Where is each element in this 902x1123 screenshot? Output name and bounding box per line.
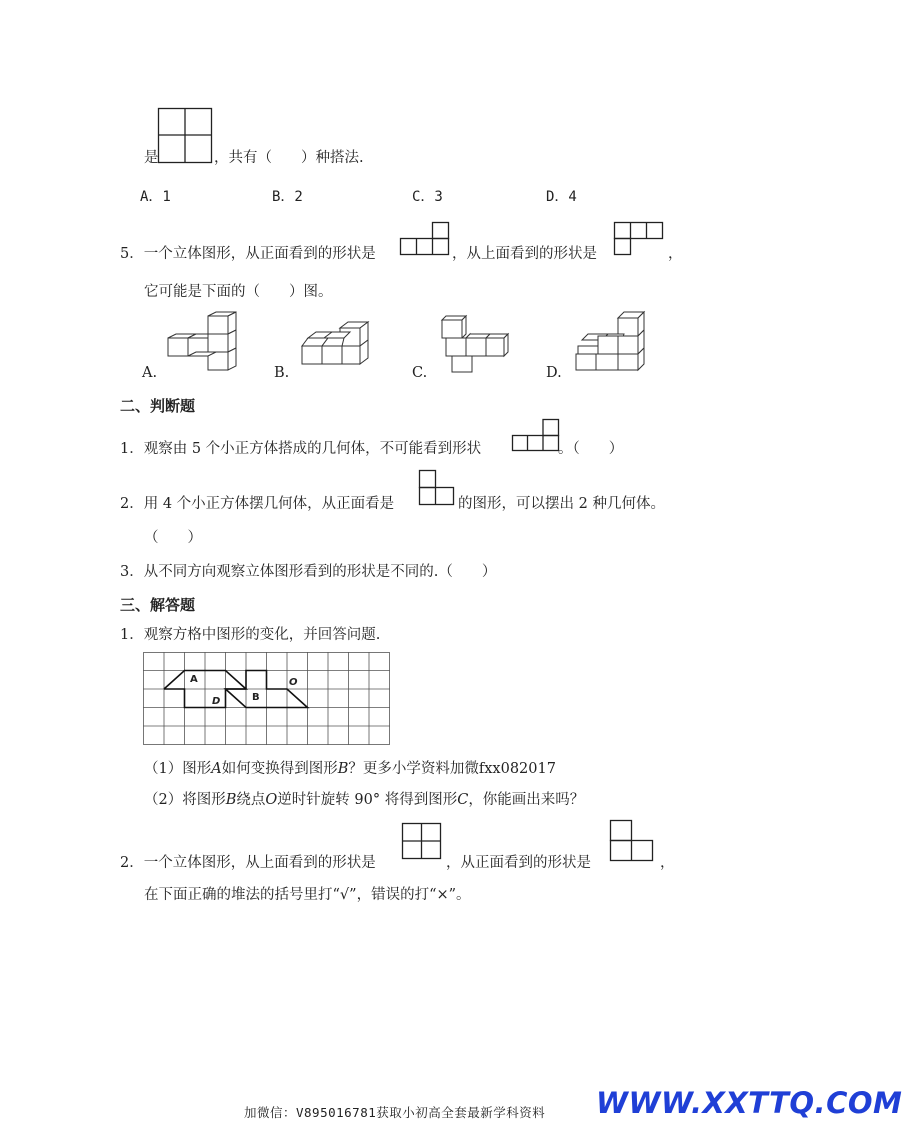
s3-sub1-var1: A bbox=[211, 761, 222, 777]
s3-sub1 bbox=[144, 760, 556, 778]
footer-brand-logo: WWW.XXTTQ.COM bbox=[596, 1086, 902, 1120]
cube-figure-b bbox=[298, 322, 376, 374]
s3-sub2-a: （2）将图形 bbox=[144, 792, 226, 808]
s2-q1-b: 。（ ） bbox=[558, 441, 624, 457]
q4-option-d: D．4 bbox=[546, 189, 577, 205]
s2-q1-shape-figure bbox=[512, 419, 560, 453]
grid-label-d: D bbox=[212, 696, 221, 707]
q5-option-c-label: C. bbox=[412, 365, 428, 381]
q5-top-view-figure bbox=[614, 222, 664, 256]
s3-sub2-c: 逆时针旋转 90° 将得到图形 bbox=[277, 792, 458, 808]
s3-sub2-var1: B bbox=[225, 792, 237, 808]
section3-title: 三、解答题 bbox=[120, 596, 196, 614]
square-2x2-figure bbox=[158, 108, 214, 164]
s3-sub1-a: （1）图形 bbox=[144, 761, 212, 777]
s3-q2-c: ， bbox=[660, 855, 675, 871]
q4-prefix: 是 bbox=[144, 150, 159, 166]
cube-figure-d bbox=[572, 312, 650, 374]
section2-title: 二、判断题 bbox=[120, 397, 196, 415]
s3-q2-a: 2．一个立体图形，从上面看到的形状是 bbox=[120, 855, 376, 871]
s3-sub2-b: 绕点 bbox=[236, 792, 266, 808]
s3-q2-b: ，从正面看到的形状是 bbox=[446, 855, 591, 871]
s3-sub2 bbox=[144, 791, 584, 809]
s2-q1-a: 1．观察由 5 个小正方体搭成的几何体，不可能看到形状 bbox=[120, 441, 482, 457]
cube-figure-a bbox=[164, 312, 238, 374]
s3-sub2-var3: C bbox=[457, 792, 469, 808]
s3-q1: 1．观察方格中图形的变化，并回答问题. bbox=[120, 627, 381, 643]
s3-q2-top-view-figure bbox=[402, 823, 444, 861]
q5-line1-b: ，从上面看到的形状是 bbox=[452, 246, 597, 262]
q5-line1-a: 5．一个立体图形，从正面看到的形状是 bbox=[120, 246, 376, 262]
s2-q2-b: 的图形，可以摆出 2 种几何体。 bbox=[458, 496, 665, 512]
q5-line2: 它可能是下面的（ ）图。 bbox=[144, 284, 333, 300]
q5-option-b-label: B. bbox=[274, 365, 290, 381]
footer-note: 加微信：V895016781获取小初高全套最新学科资料 bbox=[244, 1105, 546, 1120]
s2-q2-a: 2．用 4 个小正方体摆几何体，从正面看是 bbox=[120, 496, 395, 512]
q5-front-view-figure bbox=[400, 222, 450, 256]
s2-q2-shape-figure bbox=[419, 470, 455, 508]
q4-option-b: B．2 bbox=[272, 189, 303, 205]
grid-label-a: A bbox=[190, 674, 198, 685]
grid-label-o: O bbox=[289, 677, 298, 688]
s2-q3: 3．从不同方向观察立体图形看到的形状是不同的.（ ） bbox=[120, 564, 497, 580]
s3-sub1-c: ？更多小学资料加微fxx082017 bbox=[348, 761, 556, 777]
s3-q2-front-view-figure bbox=[610, 820, 656, 862]
q4-suffix: ，共有（ ）种搭法. bbox=[214, 150, 364, 166]
s3-sub2-var2: O bbox=[265, 792, 278, 808]
grid-label-b: B bbox=[252, 692, 260, 703]
s3-sub2-d: ，你能画出来吗？ bbox=[468, 792, 585, 808]
q5-option-a-label: A. bbox=[142, 365, 158, 381]
s3-q2-line2: 在下面正确的堆法的括号里打“√”，错误的打“×”。 bbox=[144, 887, 471, 903]
q4-option-c: C．3 bbox=[412, 189, 443, 205]
s2-q2-paren: （ ） bbox=[144, 530, 202, 546]
s3-sub1-b: 如何变换得到图形 bbox=[221, 761, 338, 777]
q4-option-a: A．1 bbox=[140, 189, 171, 205]
q5-line1-c: ， bbox=[668, 246, 683, 262]
q5-option-d-label: D. bbox=[546, 365, 562, 381]
cube-figure-c bbox=[438, 312, 510, 374]
transform-grid-figure bbox=[143, 652, 391, 748]
s3-sub1-var2: B bbox=[337, 761, 349, 777]
